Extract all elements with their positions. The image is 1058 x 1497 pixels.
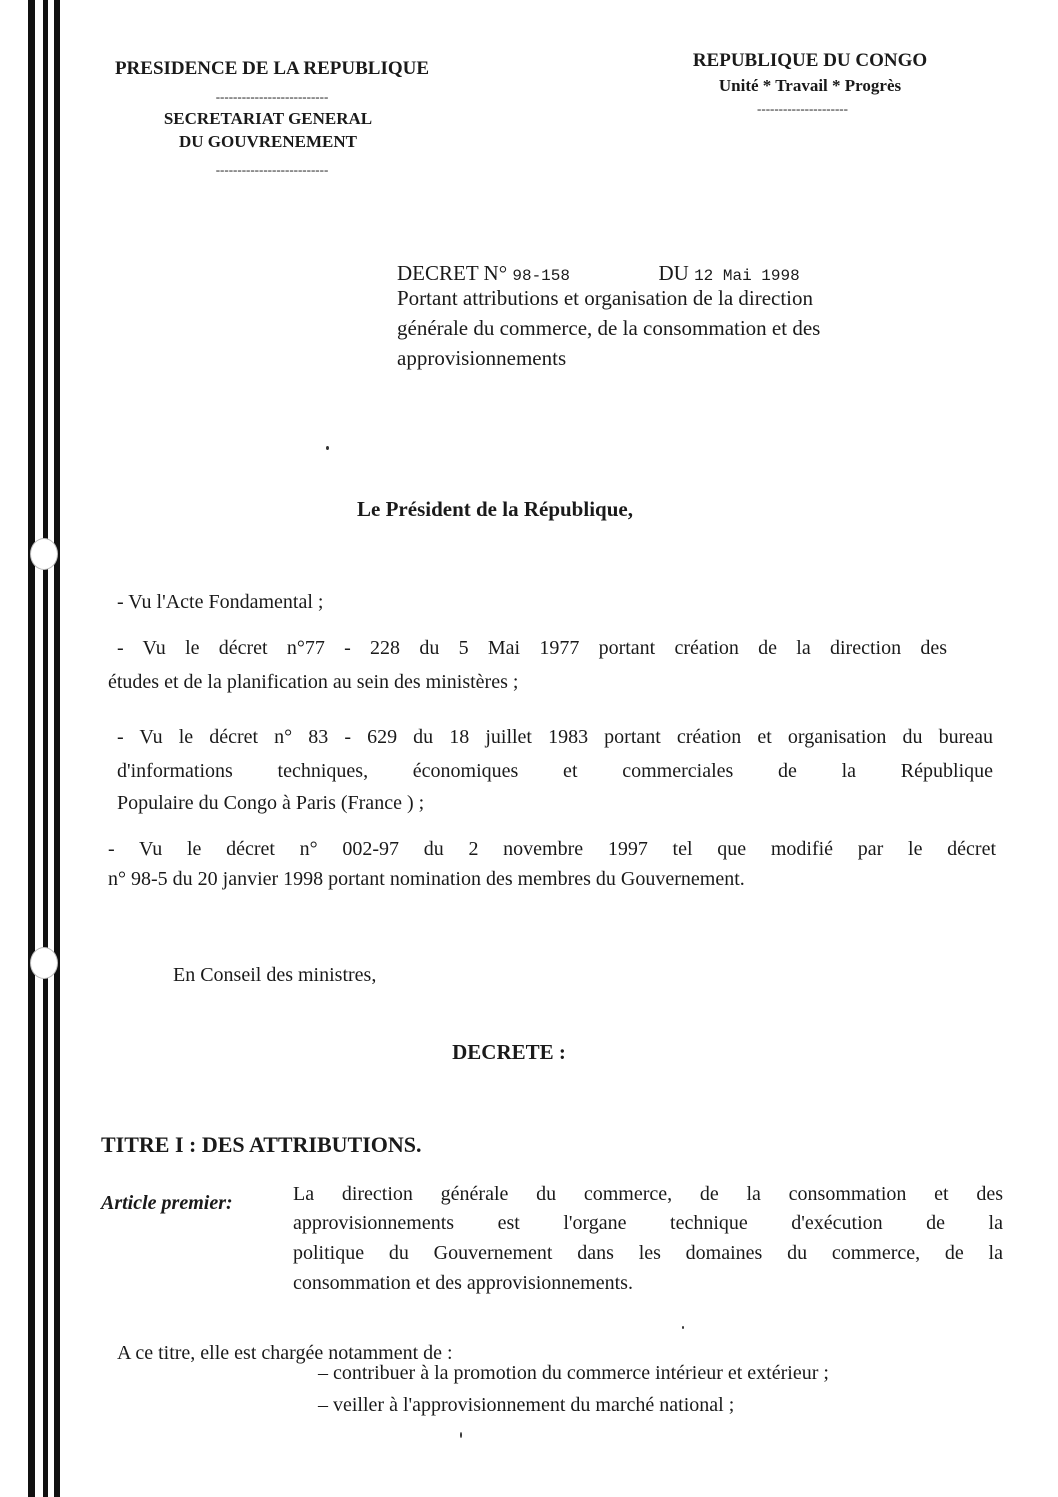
vu-clause-line: - Vu le décret n°77 - 228 du 5 Mai 1977 portant création de la direction des (117, 637, 947, 659)
header-presidence: PRESIDENCE DE LA REPUBLIQUE (114, 58, 430, 79)
vu-clause-line: études et de la planification au sein des ministères ; (108, 671, 519, 693)
vu-clause-line: d'informations techniques, économiques et commerciales de la République (117, 760, 993, 782)
decree-subject-line: Portant attributions et organisation de la direction (397, 286, 814, 310)
vu-clause-line: - Vu l'Acte Fondamental ; (117, 591, 324, 613)
scan-speck (682, 1326, 684, 1329)
binding-strip (28, 0, 64, 1497)
decrete-heading: DECRETE : (452, 1040, 566, 1064)
article-line: La direction générale du commerce, de la consommation et des (293, 1183, 1003, 1205)
vu-clause-line: - Vu le décret n° 83 - 629 du 18 juillet 1983 portant création et organisation du bureau (117, 726, 993, 748)
vu-clause-line: - Vu le décret n° 002-97 du 2 novembre 1997 tel que modifié par le décret (108, 838, 996, 860)
header-right-divider: --------------------- (757, 102, 848, 116)
vu-clause-line: n° 98-5 du 20 janvier 1998 portant nomination des membres du Gouvernement. (108, 868, 745, 890)
header-motto: Unité * Travail * Progrès (718, 76, 902, 95)
charge-intro: A ce titre, elle est chargée notamment de : (117, 1342, 453, 1364)
header-gouvernement: DU GOUVRENEMENT (178, 132, 358, 151)
decree-du-label: DU (658, 261, 689, 285)
scan-speck (460, 1432, 462, 1438)
conseil-line: En Conseil des ministres, (173, 964, 377, 986)
punch-hole (30, 538, 58, 570)
article-line: approvisionnements est l'organe technique d'exécution de la (293, 1212, 1003, 1234)
scan-speck (326, 446, 329, 450)
charge-item: – veiller à l'approvisionnement du marché national ; (318, 1394, 735, 1416)
header-left-divider-2: -------------------------- (215, 163, 329, 177)
decree-label: DECRET N° (397, 261, 508, 285)
decree-number: 98-158 (512, 267, 570, 285)
header-left-divider-1: -------------------------- (215, 90, 329, 104)
vu-clause-line: Populaire du Congo à Paris (France ) ; (117, 792, 425, 814)
decree-subject-line: approvisionnements (397, 346, 567, 370)
binding-bar (28, 0, 35, 1497)
president-heading: Le Président de la République, (357, 497, 633, 521)
punch-hole (30, 947, 58, 979)
article-label: Article premier: (101, 1192, 233, 1214)
decree-subject-line: générale du commerce, de la consommation et des (397, 316, 821, 340)
binding-bar (43, 0, 48, 1497)
header-secretariat: SECRETARIAT GENERAL (163, 109, 373, 128)
charge-item: – contribuer à la promotion du commerce intérieur et extérieur ; (318, 1362, 829, 1384)
decree-date: 12 Mai 1998 (694, 267, 800, 285)
header-republique: REPUBLIQUE DU CONGO (692, 50, 928, 71)
titre-heading: TITRE I : DES ATTRIBUTIONS. (101, 1132, 422, 1157)
article-line: consommation et des approvisionnements. (293, 1272, 633, 1294)
article-line: politique du Gouvernement dans les domaines du commerce, de la (293, 1242, 1003, 1264)
binding-bar (54, 0, 60, 1497)
